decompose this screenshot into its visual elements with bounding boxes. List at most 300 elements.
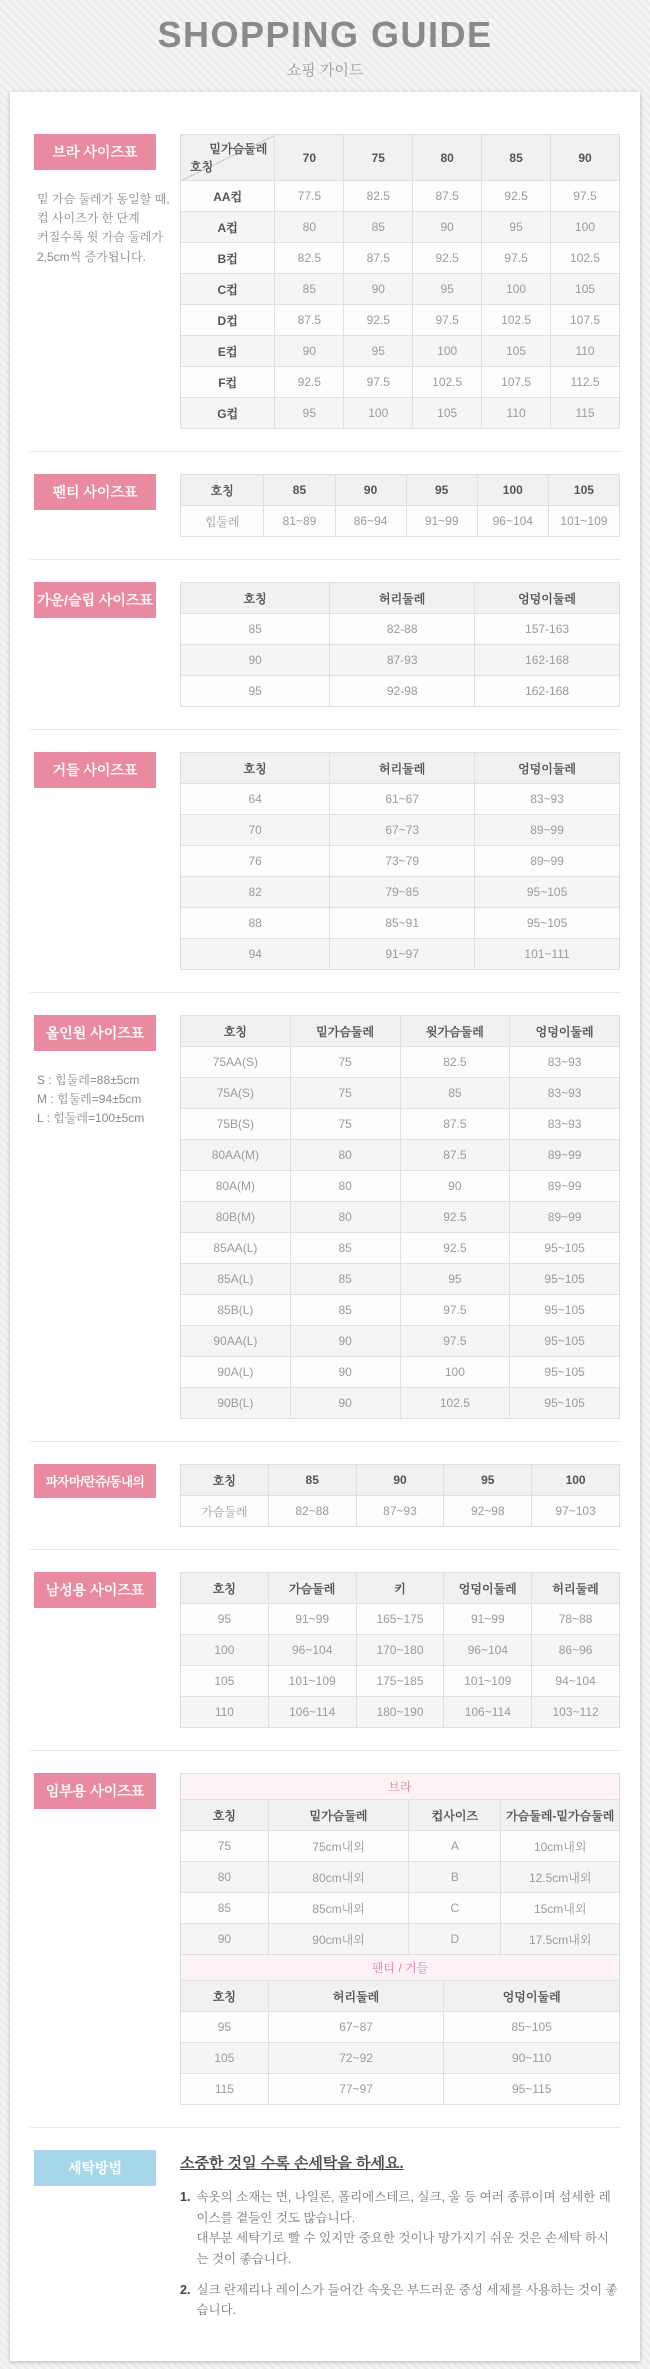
table-cell: 90: [181, 645, 330, 676]
section-divider: [30, 1549, 620, 1550]
table-cell: 78~88: [532, 1604, 620, 1635]
table-cell: 85: [344, 212, 413, 243]
table-cell: 80: [181, 1862, 269, 1893]
table-cell: 90cm내외: [268, 1924, 408, 1955]
section-divider: [30, 559, 620, 560]
table-cell: 100: [181, 1635, 269, 1666]
table-cell: A: [409, 1831, 501, 1862]
column-header: 85: [268, 1465, 356, 1496]
table-cell: 86~96: [532, 1635, 620, 1666]
table-cell: 96~104: [268, 1635, 356, 1666]
table-cell: 90: [413, 212, 482, 243]
table-row: [181, 212, 620, 243]
table-cell: 97.5: [400, 1326, 510, 1357]
table-cell: 90: [181, 1924, 269, 1955]
washing-item-number: 1.: [180, 2190, 191, 2204]
table-cell: 75: [290, 1078, 400, 1109]
section-washing: [30, 2150, 620, 2331]
table-cell: 85~91: [330, 908, 475, 939]
table-cell: 61~67: [330, 784, 475, 815]
size-table: [180, 1015, 620, 1419]
table-cell: 97.5: [344, 367, 413, 398]
table-cell: 75B(S): [181, 1109, 291, 1140]
table-row: [181, 1109, 620, 1140]
section-body: [180, 1773, 620, 2105]
table-row: [181, 1078, 620, 1109]
section-label: 임부용 사이즈표: [34, 1773, 156, 1809]
table-row: [181, 1924, 620, 1955]
table-row: [181, 1893, 620, 1924]
size-table: [180, 1464, 620, 1527]
table-cell: 115: [181, 2074, 269, 2105]
table-header-row: [181, 135, 620, 181]
table-row: [181, 274, 620, 305]
table-cell: 80: [290, 1140, 400, 1171]
section-label-col: [30, 2150, 180, 2186]
column-header: 호칭: [181, 475, 264, 506]
table-cell: C: [409, 1893, 501, 1924]
column-header: 90: [356, 1465, 444, 1496]
section-body: [180, 752, 620, 970]
table-row: [181, 1357, 620, 1388]
table-cell: 157-163: [475, 614, 620, 645]
table-cell: 90: [290, 1388, 400, 1419]
table-cell: 82-88: [330, 614, 475, 645]
column-header: 90: [335, 475, 406, 506]
table-cell: 95: [482, 212, 551, 243]
table-row: [181, 1831, 620, 1862]
note-line: 밑 가슴 둘레가 동일할 때,: [37, 192, 170, 206]
table-cell: 95~105: [510, 1264, 620, 1295]
table-header-row: [181, 475, 620, 506]
section-body: [180, 1572, 620, 1728]
section-label-col: [30, 474, 180, 510]
table-cell: 90: [275, 336, 344, 367]
table-cell: 162-168: [475, 676, 620, 707]
content-card: [10, 92, 640, 2361]
column-header: 허리둘레: [268, 1981, 444, 2012]
table-cell: 95~105: [510, 1326, 620, 1357]
table-row: [181, 1264, 620, 1295]
section-body: [180, 1015, 620, 1419]
column-header: 호칭: [181, 1800, 269, 1831]
table-subheader-row: [181, 1774, 620, 1800]
table-cell: 80A(M): [181, 1171, 291, 1202]
table-cell: 94~104: [532, 1666, 620, 1697]
table-cell: 75: [181, 1831, 269, 1862]
table-cell: 97.5: [400, 1295, 510, 1326]
table-cell: 90: [344, 274, 413, 305]
section-divider: [30, 992, 620, 993]
table-cell: 107.5: [482, 367, 551, 398]
section-label-col: [30, 1464, 180, 1498]
table-cell: 67~73: [330, 815, 475, 846]
table-cell: 92.5: [344, 305, 413, 336]
table-cell: 91~99: [444, 1604, 532, 1635]
table-cell: 95: [413, 274, 482, 305]
table-row: [181, 908, 620, 939]
table-cell: 83~93: [510, 1078, 620, 1109]
table-cell: 105: [181, 2043, 269, 2074]
table-row: [181, 1388, 620, 1419]
table-cell: 92.5: [400, 1233, 510, 1264]
table-row: [181, 2074, 620, 2105]
table-subheader: 브라: [181, 1774, 620, 1800]
table-row: [181, 1862, 620, 1893]
column-header: 90: [551, 135, 620, 181]
column-header: 엉덩이둘레: [475, 583, 620, 614]
section-divider: [30, 451, 620, 452]
table-cell: 92.5: [413, 243, 482, 274]
table-cell: 80: [275, 212, 344, 243]
table-cell: 102.5: [551, 243, 620, 274]
table-cell: 97.5: [482, 243, 551, 274]
column-header: 엉덩이둘레: [475, 753, 620, 784]
table-cell: 85: [290, 1295, 400, 1326]
table-cell: 107.5: [551, 305, 620, 336]
section-body: [180, 582, 620, 707]
section-pajama: [30, 1464, 620, 1527]
column-header: 엉덩이둘레: [444, 1981, 620, 2012]
table-cell: 70: [181, 815, 330, 846]
table-cell: 101~111: [475, 939, 620, 970]
table-cell: 83~93: [475, 784, 620, 815]
table-row: [181, 506, 620, 537]
table-cell: 103~112: [532, 1697, 620, 1728]
table-cell: 106~114: [444, 1697, 532, 1728]
table-cell: 77.5: [275, 181, 344, 212]
table-cell: B: [409, 1862, 501, 1893]
table-cell: 97.5: [551, 181, 620, 212]
washing-item-line: 실크 란제리나 레이스가 들어간 속옷은 부드러운 중성 세제를 사용하는 것이 좋습니다.: [196, 2282, 618, 2318]
column-header: 허리둘레: [330, 583, 475, 614]
note-line: 커질수록 윗 가슴 둘레가: [37, 230, 163, 245]
table-cell: 95: [344, 336, 413, 367]
section-divider: [30, 1441, 620, 1442]
table-cell: 101~109: [548, 506, 619, 537]
size-table: [180, 582, 620, 707]
column-header: 엉덩이둘레: [510, 1016, 620, 1047]
table-cell: 73~79: [330, 846, 475, 877]
table-cell: 97.5: [413, 305, 482, 336]
table-cell: 87.5: [275, 305, 344, 336]
table-header-row: [181, 1465, 620, 1496]
table-cell: 12.5cm내외: [501, 1862, 620, 1893]
table-cell: 180~190: [356, 1697, 444, 1728]
column-header: 윗가슴둘레: [400, 1016, 510, 1047]
table-cell: 가슴둘레: [181, 1496, 269, 1527]
table-cell: 88: [181, 908, 330, 939]
table-cell: 100: [413, 336, 482, 367]
section-label: 남성용 사이즈표: [34, 1572, 156, 1608]
table-cell: 101~109: [444, 1666, 532, 1697]
table-cell: D컵: [181, 305, 275, 336]
size-table: [180, 134, 620, 429]
section-all-in-one: [30, 1015, 620, 1419]
table-cell: 96~104: [444, 1635, 532, 1666]
section-body: [180, 474, 620, 537]
table-cell: 80AA(M): [181, 1140, 291, 1171]
column-header: 85: [482, 135, 551, 181]
table-cell: AA컵: [181, 181, 275, 212]
table-row: [181, 2012, 620, 2043]
table-cell: 87-93: [330, 645, 475, 676]
table-cell: 83~93: [510, 1047, 620, 1078]
size-table: [180, 1773, 620, 1955]
page-header: [0, 0, 650, 92]
table-cell: 95: [181, 2012, 269, 2043]
table-cell: 105: [482, 336, 551, 367]
table-cell: 81~89: [264, 506, 335, 537]
table-row: [181, 398, 620, 429]
table-cell: 92.5: [482, 181, 551, 212]
table-row: [181, 1202, 620, 1233]
table-row: [181, 1233, 620, 1264]
table-row: [181, 1604, 620, 1635]
table-row: [181, 846, 620, 877]
table-cell: 170~180: [356, 1635, 444, 1666]
column-header: 가슴둘레: [268, 1573, 356, 1604]
table-cell: G컵: [181, 398, 275, 429]
table-cell: 105: [413, 398, 482, 429]
table-cell: 92-98: [330, 676, 475, 707]
table-cell: 162-168: [475, 645, 620, 676]
column-header: 100: [477, 475, 548, 506]
table-cell: 75A(S): [181, 1078, 291, 1109]
section-body: [180, 134, 620, 429]
column-header: 엉덩이둘레: [444, 1573, 532, 1604]
table-cell: 82: [181, 877, 330, 908]
table-cell: 75AA(S): [181, 1047, 291, 1078]
washing-item-number: 2.: [180, 2282, 191, 2297]
table-cell: 106~114: [268, 1697, 356, 1728]
table-cell: 85~105: [444, 2012, 620, 2043]
table-cell: 110: [181, 1697, 269, 1728]
table-cell: 97~103: [532, 1496, 620, 1527]
table-cell: 102.5: [482, 305, 551, 336]
table-row: [181, 336, 620, 367]
table-cell: 95: [400, 1264, 510, 1295]
table-cell: 85: [275, 274, 344, 305]
table-cell: 85cm내외: [268, 1893, 408, 1924]
table-row: [181, 877, 620, 908]
table-cell: 90: [400, 1171, 510, 1202]
corner-header-cell: [181, 135, 275, 181]
table-subheader-row: [181, 1955, 620, 1981]
table-cell: 87.5: [400, 1140, 510, 1171]
section-label-col: [30, 1015, 180, 1129]
section-label-col: [30, 1773, 180, 1809]
table-cell: 90AA(L): [181, 1326, 291, 1357]
table-row: [181, 1666, 620, 1697]
section-label: 가운/슬립 사이즈표: [34, 582, 156, 618]
column-header: 100: [532, 1465, 620, 1496]
section-maternity: [30, 1773, 620, 2105]
table-row: [181, 367, 620, 398]
table-cell: 83~93: [510, 1109, 620, 1140]
section-label: 브라 사이즈표: [34, 134, 156, 170]
column-header: 허리둘레: [532, 1573, 620, 1604]
table-cell: 87.5: [344, 243, 413, 274]
table-cell: 95~105: [510, 1233, 620, 1264]
washing-item-text: [196, 2280, 620, 2321]
table-cell: 95: [275, 398, 344, 429]
section-mens: [30, 1572, 620, 1728]
table-cell: 85A(L): [181, 1264, 291, 1295]
table-cell: 95~105: [510, 1295, 620, 1326]
washing-item: [180, 2187, 620, 2270]
section-girdle: [30, 752, 620, 970]
table-cell: 90~110: [444, 2043, 620, 2074]
washing-item: [180, 2280, 620, 2321]
table-row: [181, 1171, 620, 1202]
table-cell: 82~88: [268, 1496, 356, 1527]
table-cell: 91~97: [330, 939, 475, 970]
table-row: [181, 645, 620, 676]
column-header: 밑가슴둘레: [290, 1016, 400, 1047]
table-cell: 95~105: [510, 1357, 620, 1388]
table-row: [181, 939, 620, 970]
corner-bottom-label: 호칭: [190, 160, 214, 174]
table-cell: 95~105: [510, 1388, 620, 1419]
table-cell: 95: [181, 676, 330, 707]
table-cell: 90A(L): [181, 1357, 291, 1388]
column-header: 호칭: [181, 1465, 269, 1496]
section-gown-slip: [30, 582, 620, 707]
table-row: [181, 1047, 620, 1078]
table-cell: 95~105: [475, 877, 620, 908]
table-cell: 85: [181, 614, 330, 645]
table-cell: 92.5: [400, 1202, 510, 1233]
table-cell: 76: [181, 846, 330, 877]
section-label-col: [30, 1572, 180, 1608]
table-cell: 96~104: [477, 506, 548, 537]
table-row: [181, 243, 620, 274]
table-row: [181, 1496, 620, 1527]
note-line: 2,5cm씩 증가됩니다.: [37, 249, 146, 264]
washing-item-line: 속옷의 소재는 면, 나일론, 폴리에스테르, 실크, 울 등 여러 종류이며 섬세한 레이스를 곁들인 것도 많습니다.: [196, 2190, 611, 2225]
table-row: [181, 1295, 620, 1326]
table-cell: 165~175: [356, 1604, 444, 1635]
table-cell: E컵: [181, 336, 275, 367]
table-row: [181, 181, 620, 212]
table-cell: 64: [181, 784, 330, 815]
table-cell: 95~105: [475, 908, 620, 939]
table-cell: 100: [344, 398, 413, 429]
table-cell: 101~109: [268, 1666, 356, 1697]
table-cell: 102.5: [400, 1388, 510, 1419]
table-cell: B컵: [181, 243, 275, 274]
section-label: 세탁방법: [34, 2150, 156, 2186]
column-header: 컵사이즈: [409, 1800, 501, 1831]
table-cell: 95~115: [444, 2074, 620, 2105]
table-cell: 85AA(L): [181, 1233, 291, 1264]
section-body: [180, 2150, 620, 2331]
size-table: [180, 1954, 620, 2105]
section-label: 거들 사이즈표: [34, 752, 156, 788]
table-header-row: [181, 753, 620, 784]
note-line: 컵 사이즈가 한 단계: [37, 211, 140, 226]
table-cell: 100: [551, 212, 620, 243]
table-cell: 91~99: [406, 506, 477, 537]
table-cell: 100: [482, 274, 551, 305]
corner-top-label: 밑가슴둘레: [209, 142, 268, 156]
table-cell: D: [409, 1924, 501, 1955]
table-cell: 92.5: [275, 367, 344, 398]
table-cell: 110: [482, 398, 551, 429]
table-cell: 90: [290, 1326, 400, 1357]
table-cell: 92~98: [444, 1496, 532, 1527]
table-header-row: [181, 583, 620, 614]
table-cell: 75: [290, 1109, 400, 1140]
column-header: 75: [344, 135, 413, 181]
column-header: 95: [406, 475, 477, 506]
table-cell: 80: [290, 1171, 400, 1202]
table-cell: 90: [290, 1357, 400, 1388]
table-cell: 89~99: [475, 846, 620, 877]
size-table: [180, 752, 620, 970]
column-header: 밑가슴둘레: [268, 1800, 408, 1831]
table-cell: F컵: [181, 367, 275, 398]
table-cell: 67~87: [268, 2012, 444, 2043]
table-cell: 89~99: [510, 1202, 620, 1233]
table-row: [181, 1326, 620, 1357]
size-table: [180, 474, 620, 537]
section-label-col: [30, 582, 180, 618]
section-panty: [30, 474, 620, 537]
table-row: [181, 305, 620, 336]
table-cell: 80cm내외: [268, 1862, 408, 1893]
table-cell: 94: [181, 939, 330, 970]
table-cell: 175~185: [356, 1666, 444, 1697]
table-cell: 72~92: [268, 2043, 444, 2074]
table-cell: 85: [181, 1893, 269, 1924]
table-cell: 86~94: [335, 506, 406, 537]
column-header: 호칭: [181, 1981, 269, 2012]
table-cell: C컵: [181, 274, 275, 305]
section-body: [180, 1464, 620, 1527]
table-cell: 105: [181, 1666, 269, 1697]
table-row: [181, 676, 620, 707]
table-cell: 15cm내외: [501, 1893, 620, 1924]
table-cell: 89~99: [510, 1140, 620, 1171]
table-cell: A컵: [181, 212, 275, 243]
table-row: [181, 815, 620, 846]
table-cell: 105: [551, 274, 620, 305]
section-divider: [30, 1750, 620, 1751]
table-cell: 90B(L): [181, 1388, 291, 1419]
note-line: L : 힙둘레=100±5cm: [37, 1111, 145, 1126]
table-cell: 82.5: [275, 243, 344, 274]
column-header: 80: [413, 135, 482, 181]
table-cell: 80: [290, 1202, 400, 1233]
page-title: SHOPPING GUIDE: [157, 14, 493, 55]
table-subheader: 팬티 / 거들: [181, 1955, 620, 1981]
table-cell: 87.5: [400, 1109, 510, 1140]
table-cell: 82.5: [344, 181, 413, 212]
table-cell: 115: [551, 398, 620, 429]
column-header: 호칭: [181, 753, 330, 784]
table-cell: 79~85: [330, 877, 475, 908]
table-cell: 힙둘레: [181, 506, 264, 537]
table-cell: 89~99: [510, 1171, 620, 1202]
section-label: 파자마/란쥬/동내의: [34, 1464, 156, 1498]
washing-title: 소중한 것일 수록 손세탁을 하세요.: [180, 2155, 404, 2172]
section-label-col: [30, 752, 180, 788]
size-table: [180, 1572, 620, 1728]
table-row: [181, 614, 620, 645]
table-cell: 77~97: [268, 2074, 444, 2105]
